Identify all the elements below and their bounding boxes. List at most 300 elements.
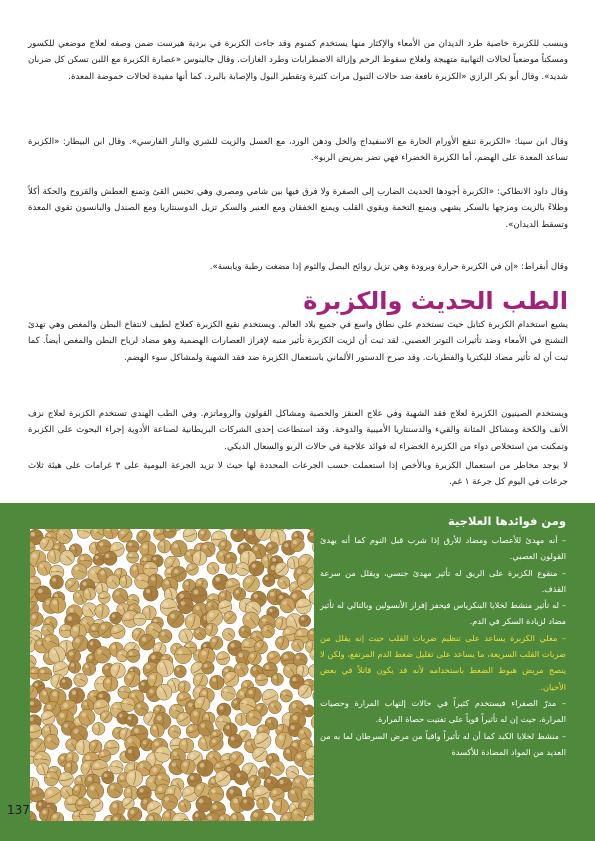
seed-highlight-mark [113,666,117,670]
seed-highlight-mark [232,815,236,819]
seed-highlight-mark [42,539,46,543]
seed-highlight-mark [37,755,42,760]
seed-highlight-mark [130,606,134,610]
seed-highlight-mark [249,789,253,793]
seed-mark [202,662,215,675]
seed-highlight-mark [52,578,56,582]
seed-highlight-mark [214,534,218,538]
seed-highlight-mark [59,530,64,535]
seed-highlight-mark [277,619,281,623]
seed-mark [65,578,79,592]
seed-highlight-mark [219,552,223,556]
seed-highlight-mark [35,683,39,687]
seed-highlight-mark [170,728,174,732]
seed-highlight-mark [163,602,168,607]
seed-highlight-mark [40,564,44,568]
seed-highlight-mark [284,543,288,547]
seed-highlight-mark [129,597,132,600]
seed-highlight-mark [265,577,268,580]
seed-highlight-mark [254,594,258,598]
seed-highlight-mark [181,631,185,635]
seed-highlight-mark [99,694,103,698]
seed-mark [110,663,125,678]
seed-mark [280,690,292,702]
seed-highlight-mark [194,665,198,669]
seed-highlight-mark [242,700,247,705]
seed-highlight-mark [74,813,77,816]
seed-highlight-mark [92,801,96,805]
seed-mark [197,760,214,777]
benefit-item: – له تأثير منشط لخلايا البنكرياس فيحفز إفراز الأنسولين وبالتالي له تأثير مضاد لزيادة السكر في الدم. [320,600,566,627]
seed-highlight-mark [172,707,176,711]
seed-highlight-mark [248,530,253,535]
seed-highlight-mark [173,740,177,744]
seed-highlight-mark [253,667,257,671]
seed-highlight-mark [310,631,314,635]
seed-highlight-mark [174,569,178,573]
seed-highlight-mark [47,737,51,741]
seed-highlight-mark [128,716,132,720]
seed-highlight-mark [256,789,261,794]
seed-highlight-mark [138,576,142,580]
seed-mark [216,652,229,665]
seed-highlight-mark [146,564,150,568]
seed-mark [234,771,248,785]
seed-highlight-mark [212,678,216,682]
seed-highlight-mark [190,776,194,780]
seed-highlight-mark [68,754,72,758]
seed-highlight-mark [195,606,199,610]
seed-highlight-mark [224,669,228,673]
seed-highlight-mark [269,654,273,658]
seed-mark [126,770,143,787]
seed-highlight-mark [197,786,201,790]
seed-mark [159,629,172,642]
seed-mark [243,575,260,592]
seed-mark [261,624,275,638]
seed-highlight-mark [182,741,186,745]
seed-highlight-mark [201,723,205,727]
seed-highlight-mark [247,741,251,745]
seed-highlight-mark [212,739,216,743]
seed-highlight-mark [32,790,36,794]
seed-highlight-mark [240,545,244,549]
seed-highlight-mark [86,755,91,760]
paragraph-dosage-safety: لا يوجد مخاطر من استعمال الكزبرة وبالأخص إذا استعملت حسب الجرعات المحددة لها حيث لا تزيد الجرعة اليومية على ٣ غرامات على هيئة ثلاث جرعات في اليوم كل جرعة ١ غم. [28,461,568,488]
seed-highlight-mark [304,790,308,794]
seed-highlight-mark [82,712,87,717]
seed-mark [224,671,239,686]
seed-highlight-mark [197,699,201,703]
seed-highlight-mark [60,713,65,718]
seed-highlight-mark [99,542,103,546]
seed-highlight-mark [301,617,304,620]
seed-highlight-mark [38,803,41,806]
seed-highlight-mark [211,779,215,783]
seed-highlight-mark [42,810,46,814]
seed-mark [94,647,111,664]
seed-mark [128,807,142,821]
seed-highlight-mark [300,730,304,734]
seed-highlight-mark [185,789,189,793]
seed-highlight-mark [156,529,160,533]
seed-mark [206,609,223,626]
seed-highlight-mark [127,645,131,649]
seed-highlight-mark [173,751,177,755]
paragraph-modern-uses: يشيع استخدام الكزبرة كتابل حيث تستخدم على نطاق واسع في جميع بلاد العالم. ويستخدم نقيع الكزبرة كعلاج لطيف لانتفاخ البطن والمغص وهي تهدئ التشنج في الأمعاء وضد تأثيرات التوتر العصبي. لقد ثبت أن لزيت الكزبرة تأثير منبه لإفراز العصارات الهضمية وهو مضاد لرياح البطن والمغص أيضاً. كما ثبت أن له تأثير مضاد للبكتريا والفطريات. وقد صرح الدستور الألماني باستعمال الكزبرة ضد فقد الشهية ولمشاكل سوء الهضم. [28,320,568,363]
seed-highlight-mark [277,565,281,569]
paragraph-ibn-sina: وقال ابن سينا: «الكزبرة تنفع الأورام الحارة مع الاسفيداج والخل ودهن الورد، مع العسل والزيت للشري والنار الفارسي». وقال ابن البيطار: «الكزبرة تساعد المعدة على الهضم، أما الكزبرة الخضراء فهي تضر بمريض الربو». [28,137,568,164]
seed-highlight-mark [242,601,246,605]
seed-highlight-mark [154,619,157,622]
seed-highlight-mark [100,594,103,597]
seed-highlight-mark [209,564,212,567]
seed-mark [44,787,61,804]
seed-highlight-mark [271,703,275,707]
seed-highlight-mark [82,619,87,624]
seed-highlight-mark [127,789,131,793]
seed-highlight-mark [113,804,117,808]
seed-highlight-mark [301,687,305,691]
seed-mark [178,800,191,813]
seed-highlight-mark [106,679,110,683]
seed-highlight-mark [149,689,153,693]
seed-highlight-mark [76,676,80,680]
seed-highlight-mark [226,725,230,729]
seed-highlight-mark [198,581,201,584]
seed-mark [102,771,115,784]
benefit-item-highlighted: – مغلي الكزبرة يساعد على تنظيم ضربات القلب حيث إنه يقلل من ضربات القلب السريعة، ما يساعد على تقليل ضغط الدم المرتفع، ولكن لا ينصح مريض هبوط الضغط باستخدامه لأنه قد يكون قاتلاً في بعض الأحيان. [320,632,566,692]
seed-mark [296,598,312,614]
seed-highlight-mark [293,540,297,544]
seed-highlight-mark [200,531,204,535]
seed-highlight-mark [129,652,133,656]
seed-highlight-mark [60,756,64,760]
seed-highlight-mark [168,789,173,794]
seed-highlight-mark [31,532,35,536]
seed-mark [221,686,235,700]
seed-highlight-mark [89,656,93,660]
seed-highlight-mark [189,727,193,731]
seed-highlight-mark [234,700,237,703]
seed-highlight-mark [232,754,236,758]
seed-mark [178,598,194,614]
seed-highlight-mark [279,595,283,599]
seed-mark [50,575,64,589]
seed-highlight-mark [69,608,73,612]
seed-highlight-mark [233,530,237,534]
paragraph-hippocrates: وقال أبقراط: «إن في الكزبرة حرارة وبرودة وهي تزيل روائح البصل والثوم إذا مضغت رطبة ويابسة». [209,262,568,272]
seed-mark [167,611,184,628]
seed-highlight-mark [286,749,290,753]
seed-highlight-mark [62,553,66,557]
seed-highlight-mark [193,711,198,716]
seed-mark [107,783,122,798]
seeds-illustration [30,529,314,821]
seed-highlight-mark [243,553,248,558]
seed-highlight-mark [295,779,300,784]
seed-highlight-mark [218,718,222,722]
seed-mark [222,628,234,640]
seed-highlight-mark [263,627,267,631]
seed-highlight-mark [305,762,310,767]
seed-highlight-mark [158,787,163,792]
seed-highlight-mark [90,693,94,697]
seed-highlight-mark [273,675,276,678]
seed-mark [106,575,120,589]
seed-highlight-mark [143,544,148,549]
seed-highlight-mark [261,769,264,772]
seed-highlight-mark [104,774,108,778]
seed-mark [190,587,207,604]
seed-highlight-mark [85,590,89,594]
seed-highlight-mark [245,766,249,770]
seed-highlight-mark [75,787,79,791]
seed-mark [194,783,209,798]
seed-highlight-mark [156,707,159,710]
seed-mark [246,710,262,726]
seed-highlight-mark [128,749,132,753]
seed-highlight-mark [170,614,175,619]
seed-highlight-mark [113,545,117,549]
seed-highlight-mark [189,566,192,569]
seed-mark [275,562,289,576]
seed-highlight-mark [100,571,104,575]
seed-highlight-mark [97,650,102,655]
seed-highlight-mark [310,533,314,537]
seed-highlight-mark [149,778,153,782]
seed-highlight-mark [223,756,227,760]
seed-highlight-mark [293,743,297,747]
seed-highlight-mark [44,727,49,732]
seed-highlight-mark [169,681,173,685]
seed-mark [194,627,207,640]
seed-highlight-mark [120,775,124,779]
seed-highlight-mark [249,713,253,717]
seed-mark [126,714,139,727]
seed-highlight-mark [98,679,103,684]
seed-highlight-mark [119,605,123,609]
seed-highlight-mark [72,691,76,695]
seed-highlight-mark [279,735,284,740]
seed-highlight-mark [301,802,306,807]
seed-highlight-mark [143,741,147,745]
seed-highlight-mark [272,764,276,768]
seed-mark [82,662,95,675]
seed-highlight-mark [154,741,159,746]
seed-highlight-mark [296,655,300,659]
seed-highlight-mark [62,775,66,779]
seed-highlight-mark [194,590,199,595]
seed-highlight-mark [53,815,57,819]
seed-highlight-mark [128,738,133,743]
seed-highlight-mark [300,576,305,581]
seed-highlight-mark [142,637,146,641]
seed-highlight-mark [62,679,65,682]
seed-highlight-mark [139,533,143,537]
seed-highlight-mark [215,577,220,582]
seed-highlight-mark [160,663,165,668]
seed-highlight-mark [149,755,154,760]
seed-highlight-mark [165,813,169,817]
seed-mark [44,772,58,786]
seed-mark [110,761,124,775]
seed-mark [186,563,198,575]
seed-highlight-mark [280,780,284,784]
seed-highlight-mark [196,688,201,693]
seed-highlight-mark [188,617,193,622]
seed-highlight-mark [228,565,231,568]
seed-highlight-mark [47,790,52,795]
seed-highlight-mark [78,800,82,804]
seed-highlight-mark [173,646,176,649]
seed-highlight-mark [173,781,177,785]
seed-highlight-mark [150,675,154,679]
seed-highlight-mark [101,752,105,756]
seed-mark [210,737,224,751]
seed-highlight-mark [202,651,207,656]
seed-highlight-mark [151,577,155,581]
seed-highlight-mark [167,559,171,563]
seed-highlight-mark [250,654,254,658]
seed-highlight-mark [50,552,54,556]
seed-highlight-mark [84,702,88,706]
seed-highlight-mark [268,719,272,723]
seed-highlight-mark [237,773,241,777]
seed-highlight-mark [172,762,176,766]
seed-mark [299,615,311,627]
seed-highlight-mark [237,665,241,669]
seed-highlight-mark [270,592,275,597]
seed-highlight-mark [225,631,228,634]
seed-highlight-mark [68,741,72,745]
seed-mark [272,798,288,814]
seed-mark [72,564,88,580]
seed-highlight-mark [32,742,37,747]
seed-mark [280,598,295,613]
seed-mark [100,711,112,723]
seed-highlight-mark [188,703,192,707]
seed-highlight-mark [158,776,162,780]
seed-mark [37,561,51,575]
seed-highlight-mark [63,788,67,792]
seed-highlight-mark [64,724,68,728]
seed-highlight-mark [221,602,225,606]
seed-highlight-mark [179,694,183,698]
seed-mark [268,701,281,714]
seed-highlight-mark [219,706,223,710]
seed-highlight-mark [165,580,170,585]
seed-highlight-mark [259,799,263,803]
seed-highlight-mark [40,670,44,674]
seed-mark [253,747,268,762]
seed-highlight-mark [113,627,117,631]
seed-highlight-mark [159,687,163,691]
seed-highlight-mark [207,626,211,630]
seed-highlight-mark [255,750,259,754]
seed-highlight-mark [129,773,134,778]
seed-mark [60,550,75,565]
seed-mark [174,665,186,677]
seed-highlight-mark [205,714,209,718]
seed-highlight-mark [146,665,151,670]
seed-mark [143,586,158,601]
seed-highlight-mark [227,674,231,678]
seed-highlight-mark [152,768,157,773]
seed-highlight-mark [200,763,205,768]
seed-highlight-mark [288,768,292,772]
benefit-item: – منشط لخلايا الكبد كما أن له تأثيراً واقياً من مرض السرطان لما به من العديد من المواد المضادة للأكسدة [320,730,566,757]
seed-highlight-mark [187,552,191,556]
seed-highlight-mark [228,581,232,585]
seed-highlight-mark [241,628,244,631]
seed-highlight-mark [146,714,150,718]
section-title: الطب الحديث والكزبرة [303,287,568,315]
seed-highlight-mark [149,816,154,821]
seed-highlight-mark [136,615,140,619]
seed-highlight-mark [246,615,251,620]
seed-highlight-mark [272,558,276,562]
seed-mark [297,573,313,589]
seed-highlight-mark [301,557,305,561]
seed-mark [249,561,264,576]
seed-mark [121,698,135,712]
seed-highlight-mark [309,749,313,753]
seed-highlight-mark [190,754,194,758]
benefit-item: – أنه مهدئ للأعصاب ومضاد للأرق إذا شرب قبل النوم كما أنه يهدئ القولون العصبي. [320,535,566,562]
seed-highlight-mark [122,753,125,756]
seed-highlight-mark [95,763,100,768]
seed-highlight-mark [280,579,283,582]
seed-highlight-mark [181,802,185,806]
seed-highlight-mark [203,545,207,549]
seed-highlight-mark [268,544,272,548]
seed-highlight-mark [308,643,312,647]
seed-highlight-mark [133,566,137,570]
seed-highlight-mark [92,626,96,630]
seed-highlight-mark [231,737,235,741]
paragraph-traditional-uses: وينسب للكزبرة خاصية طرد الديدان من الأمعاء والإكثار منها يستخدم كمنوم وقد جاءت الكزبرة في بردية هيرست ضمن وصفه لعلاج موضعي للكسور ومسكناً موضعياً لحالات التهابية متهيجة ولعلاج سقوط الرحم وإزالة الاضطرابات وطرد الغازات. وقال جالينوس «عصارة الكزبرة مع اللبن تسكن كل ضربان شديد». وقال أبو بكر الرازي «الكزبرة نافعة ضد حالات التبول مرات كثيرة وتقطير البول والإصابة بالبرد. كما أنها مفيدة لحالات حموضة المعدة. [28,39,568,82]
seed-highlight-mark [213,805,218,810]
seed-highlight-mark [273,790,277,794]
seed-highlight-mark [124,799,127,802]
seed-highlight-mark [31,669,34,672]
seed-highlight-mark [286,666,290,670]
seed-highlight-mark [128,765,133,770]
seed-mark [56,529,72,544]
seed-highlight-mark [95,725,99,729]
seed-highlight-mark [248,604,252,608]
seed-highlight-mark [161,632,165,636]
seed-highlight-mark [219,654,223,658]
seed-highlight-mark [37,641,41,645]
paragraph-antaki: وقال داود الانطاكي: «الكزبرة أجودها الحديث الضارب إلى الصفرة ولا فرق فيها بين شامي ومصري وهي تحبس القئ وتمنع العطش والقروح والحكة أكلاً وطلاءً بالزيت ومزجها بالسكر يشهي ويمنع التخمة ويقوي القلب ويمنع الخفقان ومع العنبر والسكر تزيل الدوسنتاريا ومع الصندل والبانسون تقوي المعدة وتسقط الديدان». [28,187,568,230]
seed-highlight-mark [294,811,298,815]
seed-highlight-mark [91,742,95,746]
seed-highlight-mark [267,779,271,783]
seed-highlight-mark [143,557,147,561]
seed-highlight-mark [32,553,37,558]
seed-mark [241,797,255,811]
seed-highlight-mark [257,735,262,740]
seed-highlight-mark [221,542,225,546]
seed-highlight-mark [56,664,60,668]
seed-highlight-mark [292,677,296,681]
seed-highlight-mark [153,557,156,560]
seed-highlight-mark [211,789,215,793]
seed-mark [162,794,178,810]
seed-mark [40,537,54,551]
